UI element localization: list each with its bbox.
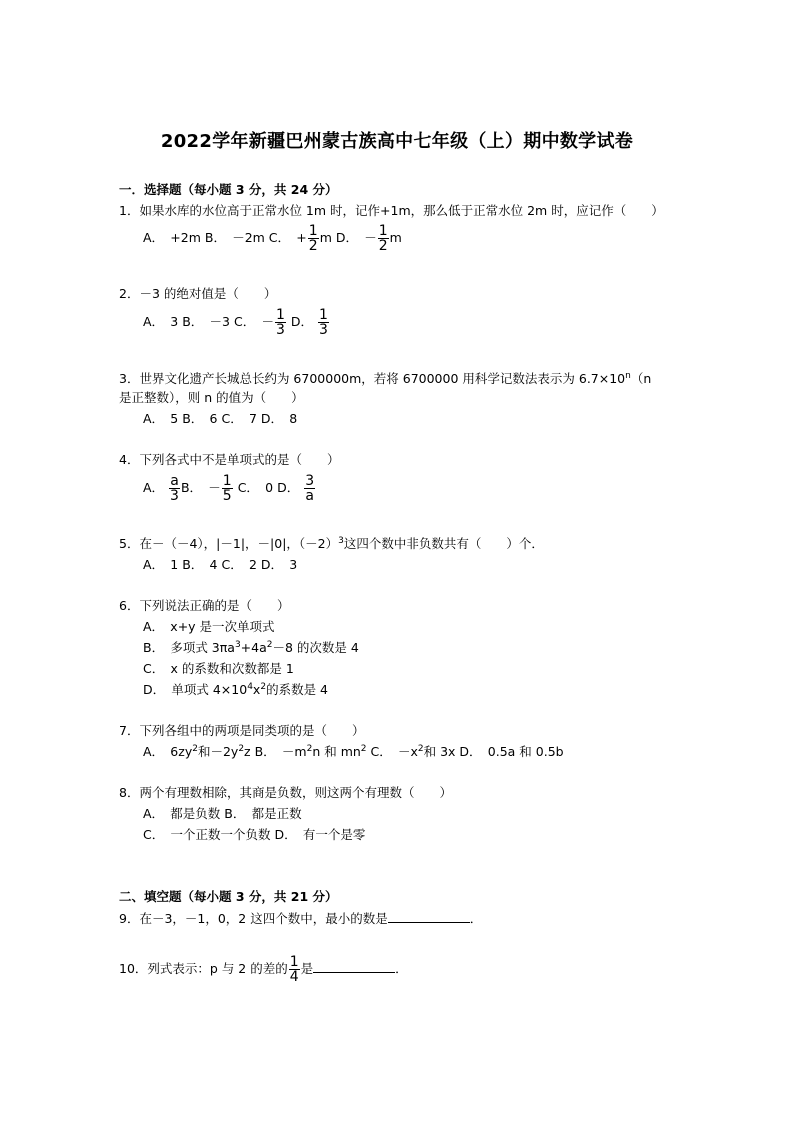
answer-blank[interactable] bbox=[313, 960, 395, 973]
question-3-options: A． 5 B． 6 C． 7 D． 8 bbox=[143, 411, 298, 426]
q10-stem: 10．列式表示：p 与 2 的差的 bbox=[119, 961, 288, 976]
q6-b-text1: B． 多项式 3πa bbox=[143, 640, 235, 655]
q5-exponent: 3 bbox=[338, 536, 344, 546]
question-3-stem bbox=[119, 371, 651, 387]
q6-b-text3: －8 的次数是 4 bbox=[272, 640, 359, 655]
q7-text6: 和 3x D． 0.5a 和 0.5b bbox=[423, 744, 564, 759]
q9-end: ． bbox=[469, 911, 483, 926]
frac-den: 2 bbox=[378, 238, 388, 254]
frac-den: 4 bbox=[289, 969, 299, 985]
frac-num: a bbox=[170, 473, 179, 489]
question-1-stem: 1．如果水库的水位高于正常水位 1m 时，记作+1m，那么低于正常水位 2m 时，应记作（ ） bbox=[119, 203, 664, 218]
question-1-options bbox=[143, 224, 402, 253]
q7-text4: n 和 mn bbox=[312, 744, 361, 759]
frac-den: a bbox=[305, 488, 314, 504]
question-6-option-d bbox=[143, 682, 328, 698]
q1-options-text3: m bbox=[389, 230, 402, 245]
question-8-options-cd: C． 一个正数一个负数 D． 有一个是零 bbox=[143, 827, 366, 842]
question-6-option-c: C． x 的系数和次数都是 1 bbox=[143, 661, 294, 676]
frac-den: 2 bbox=[308, 238, 318, 254]
question-2-options bbox=[143, 308, 330, 337]
q1-fraction-d bbox=[378, 224, 389, 253]
q7-exp2: 2 bbox=[238, 744, 245, 754]
question-7-stem: 7．下列各组中的两项是同类项的是（ ） bbox=[119, 723, 365, 738]
question-10 bbox=[119, 955, 408, 984]
frac-den: 3 bbox=[275, 322, 285, 338]
q9-stem: 9．在－3，－1，0，2 这四个数中，最小的数是 bbox=[119, 911, 388, 926]
frac-den: 3 bbox=[170, 488, 179, 504]
section-heading-fill: 二、填空题（每小题 3 分，共 21 分） bbox=[119, 889, 338, 904]
frac-den: 5 bbox=[222, 488, 232, 504]
q6-b-text2: +4a bbox=[240, 640, 267, 655]
question-8-stem: 8．两个有理数相除，其商是负数，则这两个有理数（ ） bbox=[119, 785, 452, 800]
q10-end: ． bbox=[395, 961, 408, 976]
q6-d-text3: 的系数是 4 bbox=[266, 682, 328, 697]
q2-options-text2: D． bbox=[286, 314, 313, 329]
answer-blank[interactable] bbox=[388, 910, 470, 923]
q2-fraction-d bbox=[318, 308, 329, 337]
q7-text2: 和－2y bbox=[197, 744, 239, 759]
frac-num: 1 bbox=[275, 307, 285, 323]
question-4-stem: 4．下列各式中不是单项式的是（ ） bbox=[119, 452, 340, 467]
q6-d-exp2: 2 bbox=[260, 682, 267, 692]
frac-num: 1 bbox=[289, 954, 299, 970]
q5-stem-b: 这四个数中非负数共有（ ）个． bbox=[343, 536, 544, 551]
q6-d-text2: x bbox=[252, 682, 261, 697]
q5-stem-a: 5．在－（－4），|－1|，－|0|，（－2） bbox=[119, 536, 339, 551]
q6-b-exp1: 3 bbox=[234, 640, 241, 650]
q7-exp3: 2 bbox=[306, 744, 313, 754]
frac-num: 3 bbox=[305, 473, 315, 489]
question-7-options bbox=[143, 744, 564, 760]
q2-options-text: A． 3 B． －3 C． － bbox=[143, 314, 274, 329]
frac-num: 1 bbox=[308, 223, 318, 239]
q3-stem-end: （n bbox=[630, 371, 652, 386]
q6-d-exp1: 4 bbox=[247, 682, 253, 692]
question-6-stem: 6．下列说法正确的是（ ） bbox=[119, 598, 290, 613]
q4-fraction-b bbox=[222, 474, 233, 503]
question-4-options bbox=[143, 474, 316, 503]
frac-num: 1 bbox=[222, 473, 232, 489]
q4-fraction-a bbox=[169, 474, 180, 503]
q7-text3: z B． －m bbox=[244, 744, 307, 759]
q1-options-text2: m D． － bbox=[319, 230, 377, 245]
q10-mid: 是 bbox=[300, 961, 314, 976]
question-8-options-ab: A． 都是负数 B． 都是正数 bbox=[143, 806, 302, 821]
question-5-options: A． 1 B． 4 C． 2 D． 3 bbox=[143, 557, 298, 572]
q2-fraction-c bbox=[275, 308, 286, 337]
q1-fraction-c bbox=[308, 224, 319, 253]
q6-d-text1: D． 单项式 4×10 bbox=[143, 682, 248, 697]
section-heading-choice: 一．选择题（每小题 3 分，共 24 分） bbox=[119, 182, 338, 197]
question-3-stem-cont: 是正整数），则 n 的值为（ ） bbox=[119, 390, 304, 405]
question-5-stem bbox=[119, 536, 544, 552]
q4-option-cd: C． 0 D． bbox=[237, 480, 300, 495]
question-2-stem: 2．－3 的绝对值是（ ） bbox=[119, 286, 277, 301]
q4-fraction-d bbox=[304, 474, 315, 503]
question-6-option-b bbox=[143, 640, 359, 656]
frac-num: 1 bbox=[318, 307, 328, 323]
q6-b-exp2: 2 bbox=[266, 640, 273, 650]
q1-options-text: A． +2m B． －2m C． + bbox=[143, 230, 307, 245]
frac-den: 3 bbox=[318, 322, 328, 338]
question-9 bbox=[119, 910, 482, 927]
q7-text5: C． －x bbox=[366, 744, 418, 759]
q4-option-b: B． － bbox=[180, 480, 221, 495]
q4-option-a: A． bbox=[143, 480, 165, 495]
question-6-option-a: A． x+y 是一次单项式 bbox=[143, 619, 275, 634]
q10-fraction bbox=[289, 955, 300, 984]
frac-num: 1 bbox=[378, 223, 388, 239]
q3-exponent: n bbox=[625, 371, 631, 381]
page-title: 2022学年新疆巴州蒙古族高中七年级（上）期中数学试卷 bbox=[160, 131, 634, 152]
q3-stem-text: 3．世界文化遗产长城总长约为 6700000m，若将 6700000 用科学记数法表示为 6.7×10 bbox=[119, 371, 626, 386]
q7-exp4: 2 bbox=[360, 744, 367, 754]
q7-exp1: 2 bbox=[192, 744, 198, 754]
q7-exp5: 2 bbox=[417, 744, 424, 754]
q7-text1: A． 6zy bbox=[143, 744, 193, 759]
